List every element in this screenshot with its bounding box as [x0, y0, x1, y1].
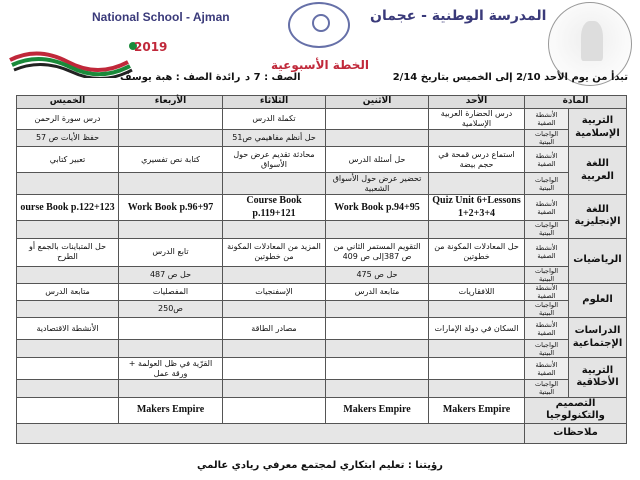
subject-name: التصميم والتكنولوجيا [525, 397, 627, 423]
table-row [17, 266, 627, 283]
plan-cell: ص250 [119, 301, 223, 318]
plan-cell: Course Book p.119+121 [223, 195, 326, 221]
plan-cell [223, 380, 326, 397]
plan-cell [429, 340, 525, 358]
activities-label: الأنشطة الصفية [525, 195, 569, 221]
plan-cell [17, 221, 119, 238]
plan-cell [17, 301, 119, 318]
activities-label: الأنشطة الصفية [525, 283, 569, 300]
school-name-english: National School - Ajman [92, 10, 230, 24]
table-row [17, 380, 627, 397]
notes-row [17, 423, 627, 443]
class-teacher: رائدة الصف : هبة يوسف [120, 72, 241, 83]
plan-cell: السكان في دولة الإمارات [429, 318, 525, 340]
plan-cell: استماع درس قمحة في حجم بيضة [429, 147, 525, 173]
plan-cell [223, 301, 326, 318]
table-row [17, 358, 627, 380]
col-subject: المادة [525, 96, 627, 109]
plan-cell [17, 380, 119, 397]
plan-cell [429, 358, 525, 380]
col-wednesday: الأربعاء [119, 96, 223, 109]
table-row [17, 238, 627, 266]
plan-cell: المفصليات [119, 283, 223, 300]
plan-cell: الأنشطة الاقتصادية [17, 318, 119, 340]
plan-cell [326, 318, 429, 340]
plan-cell [223, 340, 326, 358]
homework-label: الواجبات البيتية [525, 221, 569, 238]
table-row [17, 130, 627, 147]
plan-cell: متابعة الدرس [17, 283, 119, 300]
plan-cell: حل أسئلة الدرس [326, 147, 429, 173]
plan-cell [223, 266, 326, 283]
plan-cell [429, 221, 525, 238]
table-row [17, 173, 627, 195]
plan-cell [326, 130, 429, 147]
plan-cell: التقويم المستمر الثاني من ص 387إلى ص 409 [326, 238, 429, 266]
plan-cell [17, 397, 119, 423]
plan-cell [429, 130, 525, 147]
table-row [17, 318, 627, 340]
plan-cell: Quiz Unit 6+Lessons 1+2+3+4 [429, 195, 525, 221]
subject-name: اللغة العربية [569, 147, 627, 195]
table-row [17, 397, 627, 423]
plan-cell [429, 173, 525, 195]
plan-cell: Work Book p.94+95 [326, 195, 429, 221]
col-thursday: الخميس [17, 96, 119, 109]
homework-label: الواجبات البيتية [525, 340, 569, 358]
plan-cell [223, 397, 326, 423]
plan-cell [429, 380, 525, 397]
notes-cell [17, 423, 525, 443]
col-monday: الاثنين [326, 96, 429, 109]
date-range: تبدأ من يوم الأحد 2/10 إلى الخميس بتاريخ 2/14 [392, 72, 628, 83]
plan-cell [119, 109, 223, 130]
homework-label: الواجبات البيتية [525, 173, 569, 195]
plan-cell [326, 380, 429, 397]
col-tuesday: الثلاثاء [223, 96, 326, 109]
table-row [17, 301, 627, 318]
plan-cell: Work Book p.96+97 [119, 195, 223, 221]
plan-cell: حفظ الأيات ص 57 [17, 130, 119, 147]
plan-cell: الإسفنجيات [223, 283, 326, 300]
subject-name: العلوم [569, 283, 627, 318]
table-row [17, 109, 627, 130]
plan-cell [119, 380, 223, 397]
plan-cell: Makers Empire [326, 397, 429, 423]
plan-cell: تكملة الدرس [223, 109, 326, 130]
plan-cell: حل المعادلات المكونة من خطوتين [429, 238, 525, 266]
plan-cell: درس الحضارة العربية الإسلامية [429, 109, 525, 130]
school-logo [288, 2, 350, 48]
plan-cell [326, 221, 429, 238]
plan-cell [223, 173, 326, 195]
table-row [17, 195, 627, 221]
class-label: الصف : 7 د [245, 72, 301, 83]
plan-cell [17, 340, 119, 358]
plan-cell: درس سورة الرحمن [17, 109, 119, 130]
plan-cell: تابع الدرس [119, 238, 223, 266]
plan-cell: حل ص 487 [119, 266, 223, 283]
plan-cell: حل أنظم مفاهيمي ص51 [223, 130, 326, 147]
plan-cell: ourse Book p.122+123 [17, 195, 119, 221]
activities-label: الأنشطة الصفية [525, 238, 569, 266]
plan-cell [429, 266, 525, 283]
plan-cell: Makers Empire [429, 397, 525, 423]
plan-cell [17, 266, 119, 283]
plan-cell [119, 221, 223, 238]
weekly-plan-table [16, 95, 627, 444]
vision-statement: رؤيتنا : تعليم ابتكاري لمجتمع معرفي ريادي عالمي [197, 460, 443, 471]
subject-name: اللغة الإنجليزية [569, 195, 627, 238]
col-sunday: الأحد [429, 96, 525, 109]
table-row [17, 340, 627, 358]
plan-cell [119, 173, 223, 195]
subject-name: الرياضيات [569, 238, 627, 283]
table-header-row [17, 96, 627, 109]
homework-label: الواجبات البيتية [525, 266, 569, 283]
plan-cell [326, 358, 429, 380]
table-row [17, 147, 627, 173]
plan-cell [223, 358, 326, 380]
activities-label: الأنشطة الصفية [525, 358, 569, 380]
plan-cell: مصادر الطاقة [223, 318, 326, 340]
plan-cell [326, 109, 429, 130]
homework-label: الواجبات البيتية [525, 130, 569, 147]
plan-cell [326, 340, 429, 358]
plan-cell [119, 130, 223, 147]
page-title: الخطة الأسبوعية [270, 58, 370, 72]
plan-cell: حل ص 475 [326, 266, 429, 283]
plan-cell: كتابة نص تفسيري [119, 147, 223, 173]
year-label: 2019 [134, 40, 168, 54]
homework-label: الواجبات البيتية [525, 380, 569, 397]
activities-label: الأنشطة الصفية [525, 109, 569, 130]
table-row [17, 283, 627, 300]
plan-cell [223, 221, 326, 238]
plan-cell: حل المتباينات بالجمع أو الطرح [17, 238, 119, 266]
plan-cell [429, 301, 525, 318]
plan-cell [17, 173, 119, 195]
plan-cell: تعبير كتابي [17, 147, 119, 173]
notes-label: ملاحظات [525, 423, 627, 443]
plan-cell [17, 358, 119, 380]
plan-cell: القرّية في ظل العولمة + ورقة عمل [119, 358, 223, 380]
subject-name: التربية الإسلامية [569, 109, 627, 147]
plan-cell [119, 318, 223, 340]
subject-name: التربية الأخلاقية [569, 358, 627, 397]
school-name-arabic: المدرسة الوطنية - عجمان [370, 8, 547, 24]
plan-cell [326, 301, 429, 318]
activities-label: الأنشطة الصفية [525, 318, 569, 340]
subject-name: الدراسات الإجتماعية [569, 318, 627, 358]
plan-cell: المزيد من المعادلات المكونة من خطوتين [223, 238, 326, 266]
homework-label: الواجبات البيتية [525, 301, 569, 318]
plan-cell: تحضير عرض حول الأسواق الشعبية [326, 173, 429, 195]
plan-cell: متابعة الدرس [326, 283, 429, 300]
plan-cell: Makers Empire [119, 397, 223, 423]
table-row [17, 221, 627, 238]
activities-label: الأنشطة الصفية [525, 147, 569, 173]
plan-cell: محادثة تقديم عرض حول الأسواق [223, 147, 326, 173]
plan-cell: اللافقاريات [429, 283, 525, 300]
plan-cell [119, 340, 223, 358]
